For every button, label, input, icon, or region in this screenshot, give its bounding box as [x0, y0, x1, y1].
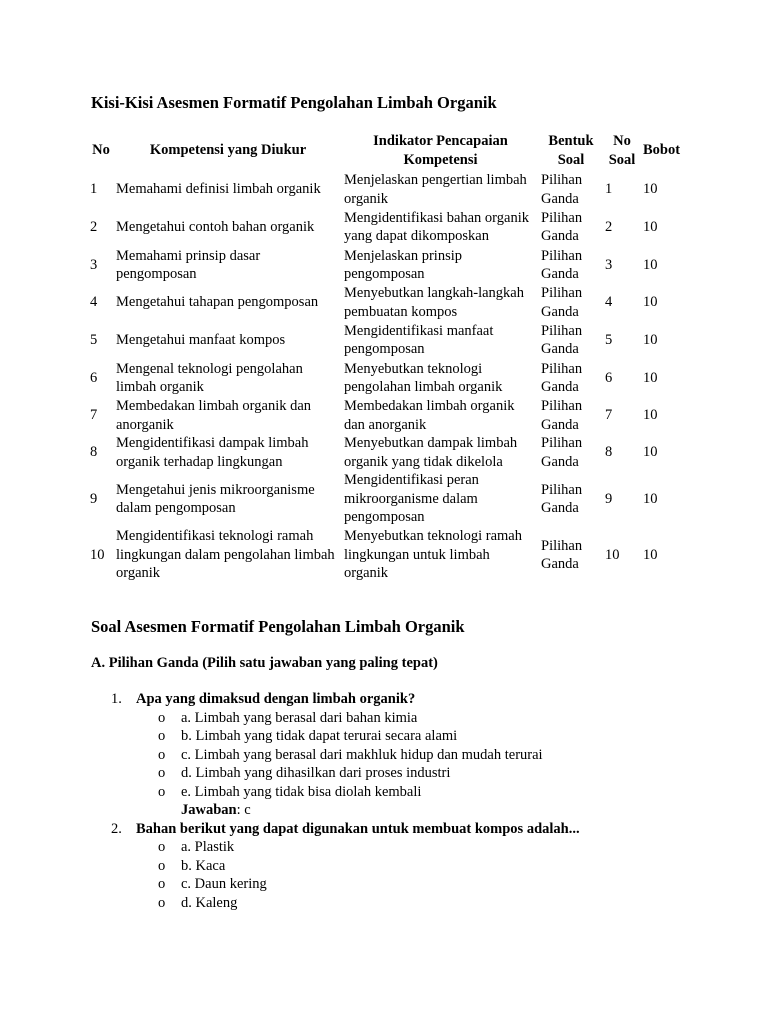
table-cell-bentuk: Pilihan Ganda	[541, 435, 583, 470]
table-cell-no: 4	[90, 294, 98, 311]
section1-title: Kisi-Kisi Asesmen Formatif Pengolahan Limbah Organik	[91, 93, 497, 112]
table-cell-kompetensi: Memahami definisi limbah organik	[116, 181, 321, 198]
option-text: d. Kaleng	[181, 894, 238, 911]
option-item	[91, 838, 711, 857]
question-item	[91, 690, 711, 820]
circle-bullet-icon: o	[158, 839, 166, 855]
table-cell-kompetensi: Mengetahui contoh bahan organik	[116, 218, 315, 235]
circle-bullet-icon: o	[158, 765, 166, 781]
table-cell-bobot: 10	[643, 331, 658, 348]
table-cell-bentuk: Pilihan Ganda	[541, 360, 583, 395]
table-cell-no-soal: 10	[605, 546, 620, 563]
table-row	[88, 246, 689, 284]
option-item	[91, 727, 711, 746]
answer-value: : c	[236, 802, 251, 818]
option-list	[91, 838, 711, 912]
table-row	[88, 171, 689, 208]
question-number: 2.	[111, 820, 122, 837]
option-item	[91, 875, 711, 894]
table-cell-no: 3	[90, 256, 98, 273]
table-cell-no-soal: 7	[605, 407, 613, 424]
header-no-soal: No Soal	[608, 133, 636, 168]
kisi-kisi-table	[88, 130, 689, 583]
table-cell-no: 6	[90, 369, 98, 386]
header-bobot: Bobot	[643, 142, 681, 159]
option-text: d. Limbah yang dihasilkan dari proses industri	[181, 765, 451, 781]
table-cell-no: 7	[90, 407, 98, 424]
circle-bullet-icon: o	[158, 728, 166, 744]
section2-subtitle: A. Pilihan Ganda (Pilih satu jawaban yang paling tepat)	[91, 655, 438, 671]
question-text: Apa yang dimaksud dengan limbah organik?	[136, 691, 416, 707]
table-cell-no: 5	[90, 331, 98, 348]
table-cell-indikator: Menyebutkan teknologi pengolahan limbah organik	[344, 360, 503, 395]
table-body	[88, 171, 689, 583]
question-list	[91, 690, 711, 912]
option-text: a. Plastik	[181, 839, 235, 855]
header-bentuk-soal: Bentuk Soal	[548, 133, 594, 168]
option-item	[91, 746, 711, 765]
option-text: a. Limbah yang berasal dari bahan kimia	[181, 709, 418, 726]
header-no: No	[92, 142, 110, 159]
table-cell-bentuk: Pilihan Ganda	[541, 247, 583, 282]
option-item	[91, 857, 711, 876]
table-cell-no: 1	[90, 181, 98, 198]
table-cell-no-soal: 2	[605, 218, 613, 235]
table-cell-bobot: 10	[643, 218, 658, 235]
circle-bullet-icon: o	[158, 746, 166, 763]
table-cell-kompetensi: Mengetahui manfaat kompos	[116, 331, 286, 348]
question-text: Bahan berikut yang dapat digunakan untuk membuat kompos adalah...	[136, 820, 580, 837]
table-cell-indikator: Mengidentifikasi peran mikroorganisme dalam pengomposan	[344, 472, 479, 526]
answer-line	[91, 801, 711, 820]
table-cell-no-soal: 5	[605, 331, 613, 348]
header-kompetensi: Kompetensi yang Diukur	[149, 142, 307, 159]
table-cell-bentuk: Pilihan Ganda	[541, 398, 583, 433]
option-text: b. Kaca	[181, 857, 226, 874]
table-cell-kompetensi: Mengidentifikasi dampak limbah organik terhadap lingkungan	[116, 435, 309, 470]
table-cell-kompetensi: Mengetahui jenis mikroorganisme dalam pengomposan	[116, 481, 315, 516]
table-cell-bobot: 10	[643, 546, 658, 563]
section2-title: Soal Asesmen Formatif Pengolahan Limbah Organik	[91, 617, 465, 636]
table-cell-indikator: Mengidentifikasi manfaat pengomposan	[344, 322, 494, 357]
table-row	[88, 471, 689, 527]
answer-label: Jawaban	[181, 802, 237, 818]
table-row	[88, 321, 689, 359]
table-cell-no-soal: 1	[605, 181, 613, 198]
table-cell-no: 8	[90, 444, 98, 461]
question-number: 1.	[111, 691, 122, 707]
table-cell-bobot: 10	[643, 407, 658, 424]
option-text: b. Limbah yang tidak dapat terurai secara alami	[181, 728, 458, 744]
table-cell-no-soal: 6	[605, 369, 613, 386]
table-cell-bobot: 10	[643, 369, 658, 386]
option-text: e. Limbah yang tidak bisa diolah kembali	[181, 783, 422, 800]
question-item	[91, 820, 711, 913]
table-row	[88, 397, 689, 434]
table-cell-indikator: Menyebutkan teknologi ramah lingkungan untuk limbah organik	[344, 528, 522, 582]
table-cell-bentuk: Pilihan Ganda	[541, 285, 583, 320]
table-cell-indikator: Menjelaskan pengertian limbah organik	[344, 172, 527, 207]
table-cell-bobot: 10	[643, 256, 658, 273]
table-row	[88, 434, 689, 471]
option-text: c. Limbah yang berasal dari makhluk hidup dan mudah terurai	[181, 746, 543, 763]
circle-bullet-icon: o	[158, 709, 166, 726]
option-list	[91, 709, 711, 802]
table-cell-no: 2	[90, 218, 98, 235]
table-cell-kompetensi: Mengidentifikasi teknologi ramah lingkungan dalam pengolahan limbah organik	[116, 528, 335, 582]
option-item	[91, 894, 711, 913]
table-cell-indikator: Membedakan limbah organik dan anorganik	[344, 398, 515, 433]
table-row	[88, 208, 689, 246]
table-cell-kompetensi: Memahami prinsip dasar pengomposan	[116, 247, 261, 282]
table-cell-no-soal: 8	[605, 444, 613, 461]
table-cell-bobot: 10	[643, 444, 658, 461]
option-item	[91, 764, 711, 783]
table-cell-kompetensi: Mengetahui tahapan pengomposan	[116, 294, 319, 311]
table-cell-no-soal: 3	[605, 256, 613, 273]
table-cell-bentuk: Pilihan Ganda	[541, 537, 583, 572]
table-row	[88, 359, 689, 397]
table-cell-no: 10	[90, 546, 105, 563]
table-cell-indikator: Menyebutkan langkah-langkah pembuatan kompos	[344, 285, 524, 320]
table-cell-bentuk: Pilihan Ganda	[541, 322, 583, 357]
table-row	[88, 527, 689, 583]
option-text: c. Daun kering	[181, 876, 267, 892]
circle-bullet-icon: o	[158, 876, 166, 892]
circle-bullet-icon: o	[158, 894, 166, 911]
table-cell-kompetensi: Membedakan limbah organik dan anorganik	[116, 398, 312, 433]
header-indikator: Indikator Pencapaian Kompetensi	[373, 133, 508, 168]
circle-bullet-icon: o	[158, 857, 166, 874]
circle-bullet-icon: o	[158, 783, 166, 800]
table-cell-bentuk: Pilihan Ganda	[541, 172, 583, 207]
table-cell-bentuk: Pilihan Ganda	[541, 481, 583, 516]
table-cell-no: 9	[90, 490, 98, 507]
table-cell-no-soal: 9	[605, 490, 613, 507]
table-header-row	[88, 130, 689, 171]
table-cell-bentuk: Pilihan Ganda	[541, 209, 583, 244]
table-cell-bobot: 10	[643, 294, 658, 311]
table-cell-no-soal: 4	[605, 294, 613, 311]
table-cell-indikator: Menyebutkan dampak limbah organik yang tidak dikelola	[344, 435, 518, 470]
table-cell-indikator: Mengidentifikasi bahan organik yang dapat dikomposkan	[344, 209, 529, 244]
option-item	[91, 783, 711, 802]
table-row	[88, 284, 689, 321]
table-cell-bobot: 10	[643, 490, 658, 507]
option-item	[91, 709, 711, 728]
table-cell-bobot: 10	[643, 181, 658, 198]
table-cell-kompetensi: Mengenal teknologi pengolahan limbah organik	[116, 360, 303, 395]
table-cell-indikator: Menjelaskan prinsip pengomposan	[344, 247, 462, 282]
